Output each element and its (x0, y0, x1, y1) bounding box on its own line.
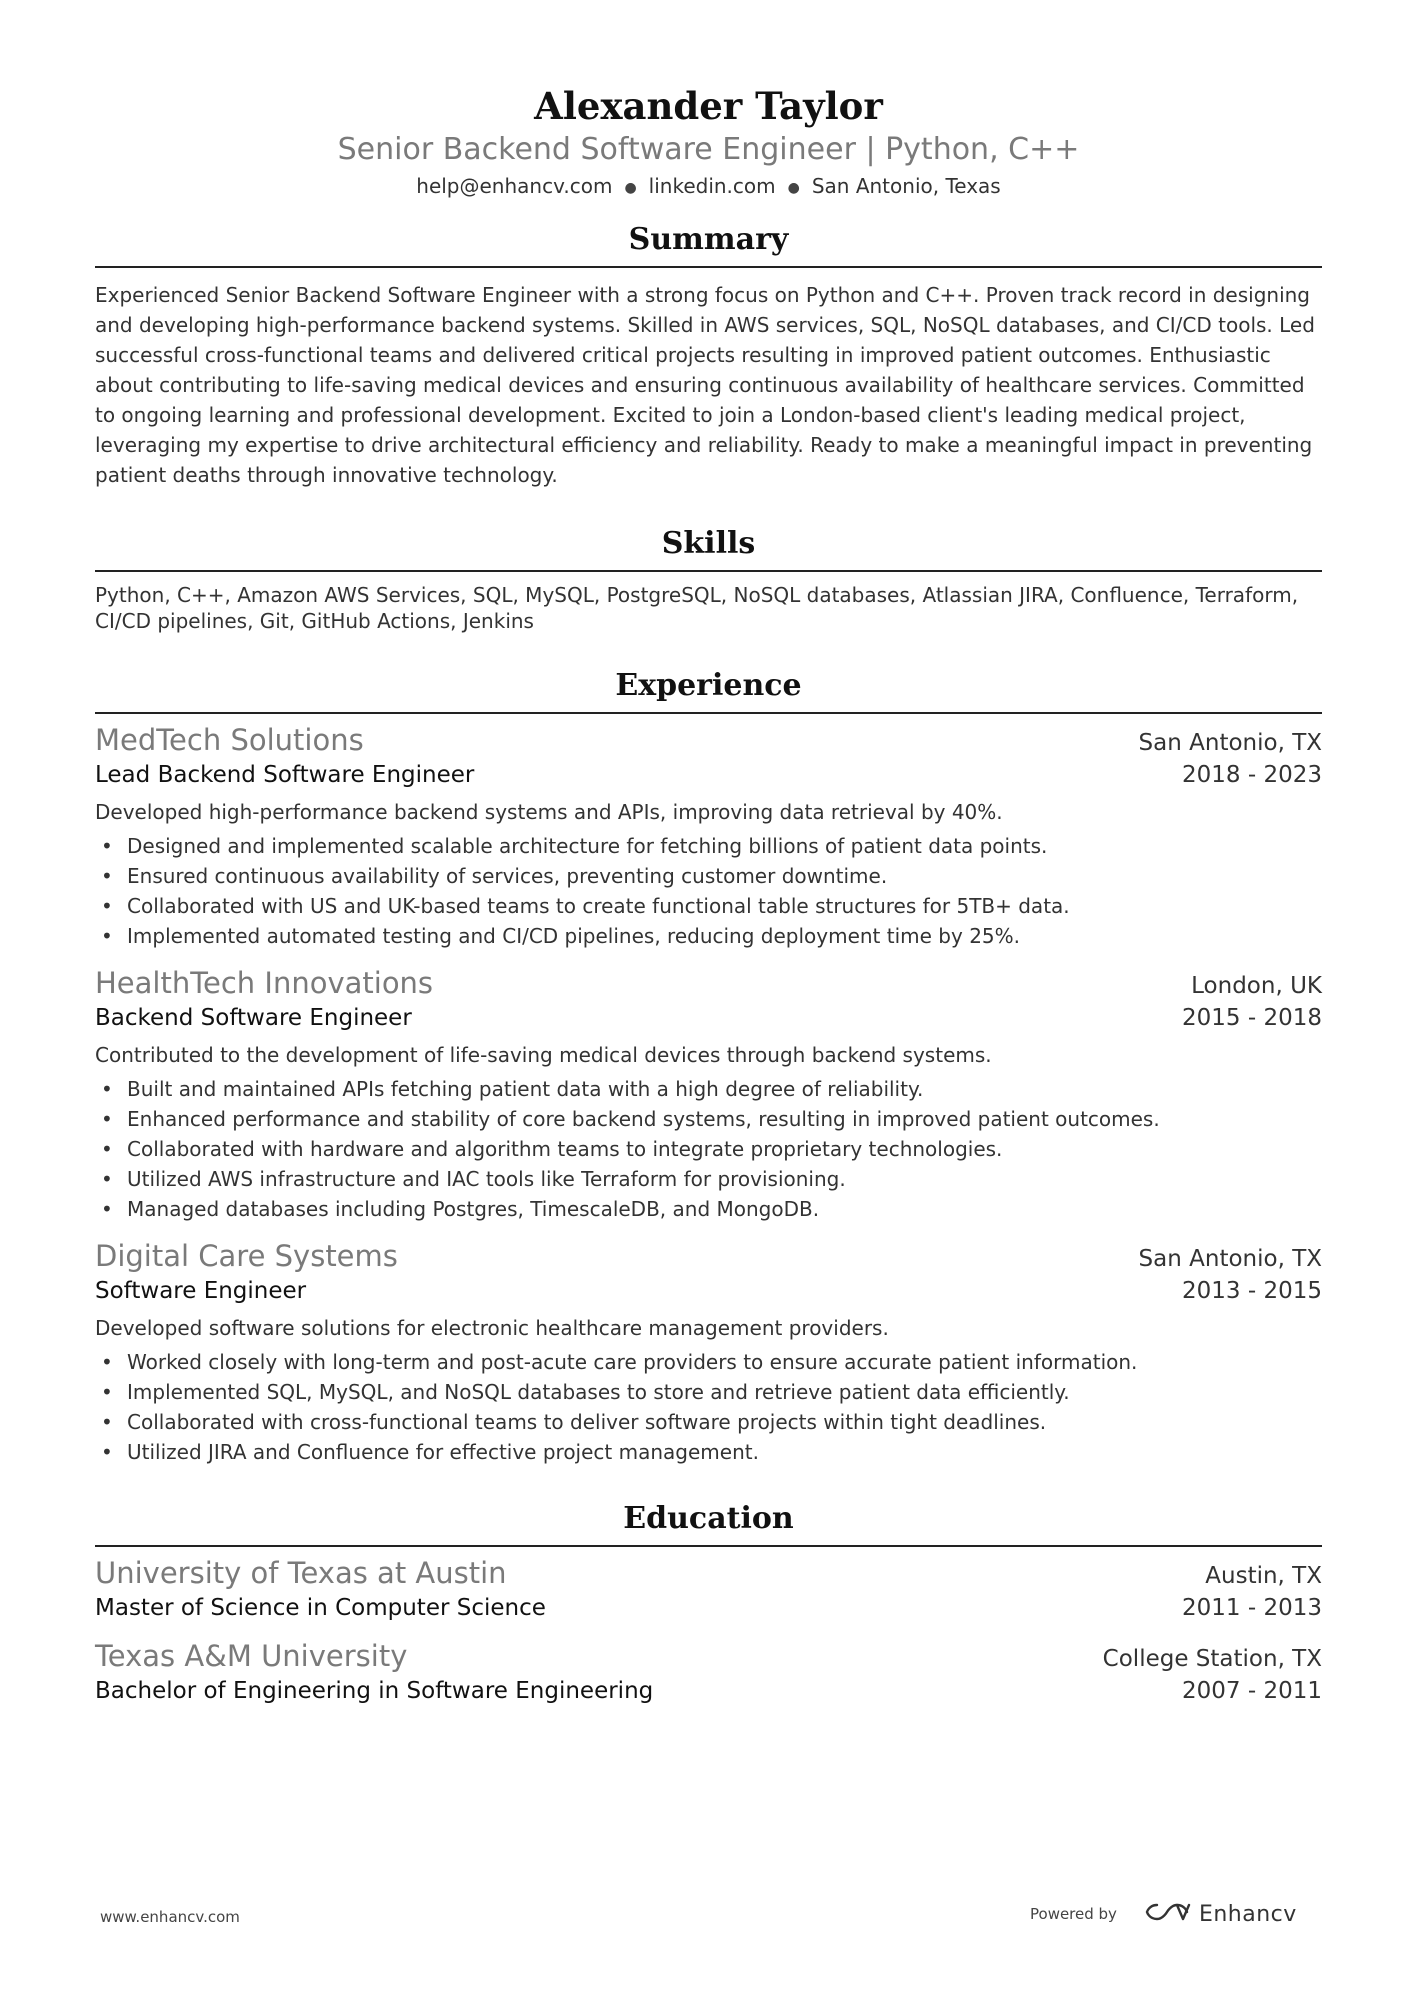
list-item: • Collaborated with cross-functional teams to deliver software projects within tight deadlines. (95, 1407, 1322, 1437)
job-bullets (95, 1347, 1322, 1467)
experience-heading: Experience (615, 667, 802, 703)
job-dates: 2018 - 2023 (1182, 761, 1322, 788)
section-divider (95, 1545, 1322, 1547)
school-name: University of Texas at Austin (95, 1555, 507, 1590)
summary-section (95, 222, 1322, 490)
list-item: • Built and maintained APIs fetching patient data with a high degree of reliability. (95, 1074, 1322, 1104)
job-description: Contributed to the development of life-saving medical devices through backend systems. (95, 1042, 992, 1067)
job-entry (95, 722, 1322, 951)
school-location: Austin, TX (1205, 1562, 1322, 1589)
brand-name: Enhancv (1198, 1901, 1297, 1927)
education-entry (95, 1555, 1322, 1624)
degree: Master of Science in Computer Science (95, 1594, 546, 1621)
summary-text: Experienced Senior Backend Software Engineer with a strong focus on Python and C++. Proven track record in designing and developing high-performance backend systems. Skilled in AWS services, SQL, NoSQL databases, and CI/CD tools. Led successful cross-functional teams and delivered critical projects resulting in improved patient outcomes. Enthusiastic about contributing to life-saving medical devices and ensuring continuous availability of healthcare services. Committed to ongoing learning and professional development. Excited to join a London-based client's leading medical project, leveraging my expertise to drive architectural efficiency and reliability. Ready to make a meaningful impact in preventing patient deaths through innovative technology. (95, 282, 1315, 487)
resume-page (95, 0, 1322, 1707)
list-item: • Collaborated with hardware and algorithm teams to integrate proprietary technologies. (95, 1134, 1322, 1164)
degree: Bachelor of Engineering in Software Engineering (95, 1677, 654, 1704)
school-name: Texas A&M University (95, 1638, 408, 1673)
footer-website[interactable]: www.enhancv.com (100, 1908, 240, 1926)
candidate-title: Senior Backend Software Engineer | Python, C++ (337, 132, 1080, 167)
job-company: MedTech Solutions (95, 722, 364, 757)
contact-linkedin[interactable]: linkedin.com (648, 174, 776, 198)
job-location: San Antonio, TX (1138, 1245, 1322, 1272)
education-dates: 2007 - 2011 (1182, 1677, 1322, 1704)
list-item: • Worked closely with long-term and post-acute care providers to ensure accurate patient information. (95, 1347, 1322, 1377)
job-description: Developed software solutions for electronic healthcare management providers. (95, 1315, 889, 1340)
separator-dot: ● (787, 179, 800, 196)
skills-text: Python, C++, Amazon AWS Services, SQL, MySQL, PostgreSQL, NoSQL databases, Atlassian JIRA, Confluence, Terraform, CI/CD pipelines, Git, GitHub Actions, Jenkins (95, 582, 1299, 633)
education-heading: Education (623, 1500, 794, 1536)
powered-by-label: Powered by (1030, 1905, 1117, 1923)
section-divider (95, 266, 1322, 268)
job-description: Developed high-performance backend systems and APIs, improving data retrieval by 40%. (95, 799, 1003, 824)
job-company: Digital Care Systems (95, 1238, 398, 1273)
list-item: • Utilized AWS infrastructure and IAC tools like Terraform for provisioning. (95, 1164, 1322, 1194)
list-item: • Collaborated with US and UK-based teams to create functional table structures for 5TB+ data. (95, 891, 1322, 921)
job-bullets (95, 1074, 1322, 1224)
resume-header (95, 0, 1322, 202)
separator-dot: ● (624, 179, 637, 196)
job-location: San Antonio, TX (1138, 729, 1322, 756)
list-item: • Managed databases including Postgres, TimescaleDB, and MongoDB. (95, 1194, 1322, 1224)
contact-line (95, 172, 1322, 202)
list-item: • Utilized JIRA and Confluence for effective project management. (95, 1437, 1322, 1467)
summary-heading: Summary (628, 221, 789, 257)
contact-email[interactable]: help@enhancv.com (416, 174, 613, 198)
education-section (95, 1501, 1322, 1707)
list-item: • Ensured continuous availability of services, preventing customer downtime. (95, 861, 1322, 891)
education-dates: 2011 - 2013 (1182, 1594, 1322, 1621)
list-item: • Implemented SQL, MySQL, and NoSQL databases to store and retrieve patient data efficiently. (95, 1377, 1322, 1407)
job-role: Backend Software Engineer (95, 1004, 412, 1031)
job-dates: 2015 - 2018 (1182, 1004, 1322, 1031)
footer-branding (1030, 1900, 1297, 1928)
job-location: London, UK (1191, 972, 1322, 999)
job-entry (95, 1238, 1322, 1467)
job-bullets (95, 831, 1322, 951)
education-entry (95, 1638, 1322, 1707)
school-location: College Station, TX (1102, 1645, 1322, 1672)
job-company: HealthTech Innovations (95, 965, 434, 1000)
list-item: • Enhanced performance and stability of core backend systems, resulting in improved patient outcomes. (95, 1104, 1322, 1134)
contact-location: San Antonio, Texas (811, 174, 1001, 198)
job-role: Lead Backend Software Engineer (95, 761, 475, 788)
enhancv-logo-icon (1143, 1900, 1191, 1928)
job-dates: 2013 - 2015 (1182, 1277, 1322, 1304)
job-role: Software Engineer (95, 1277, 307, 1304)
skills-section (95, 526, 1322, 634)
job-entry (95, 965, 1322, 1224)
list-item: • Implemented automated testing and CI/CD pipelines, reducing deployment time by 25%. (95, 921, 1322, 951)
skills-heading: Skills (661, 525, 756, 561)
candidate-name: Alexander Taylor (534, 84, 883, 128)
section-divider (95, 570, 1322, 572)
list-item: • Designed and implemented scalable architecture for fetching billions of patient data points. (95, 831, 1322, 861)
experience-section (95, 668, 1322, 1467)
section-divider (95, 712, 1322, 714)
